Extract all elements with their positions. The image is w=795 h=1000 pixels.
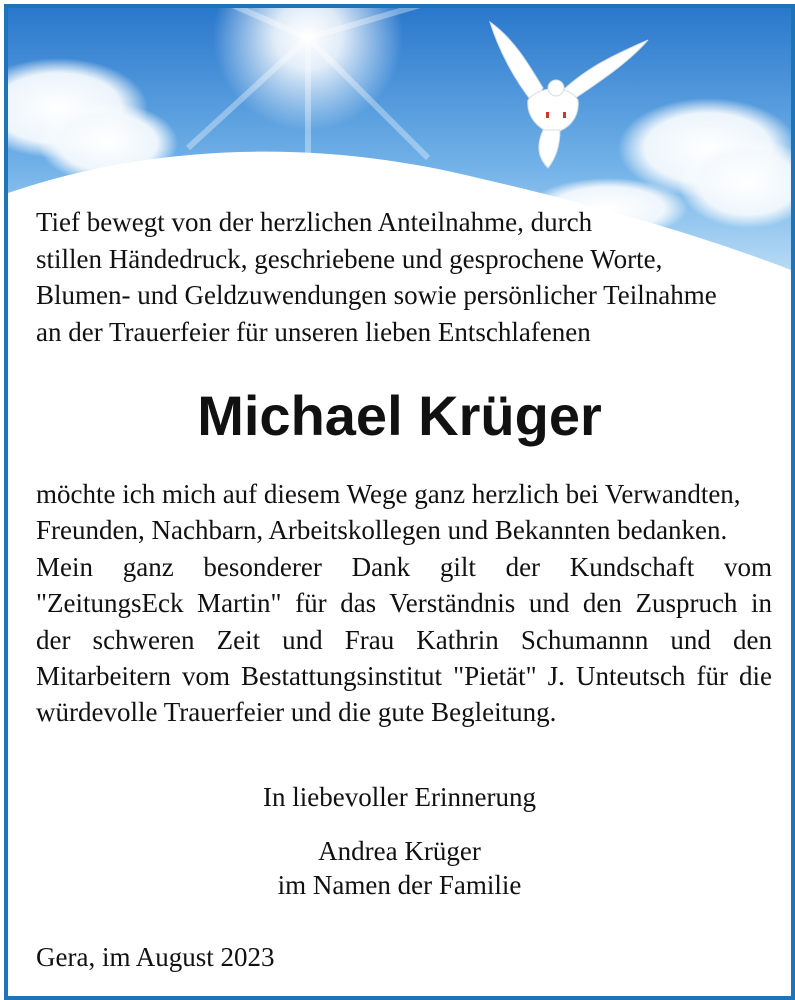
thanks-line: der schweren Zeit und Frau Kathrin Schumannn und den [36, 624, 772, 655]
thanks-line: Mein ganz besonderer Dank gilt der Kundschaft vom [36, 551, 772, 582]
intro-line: stillen Händedruck, geschriebene und gesprochene Worte, [36, 243, 663, 274]
obituary-frame [4, 4, 795, 1000]
intro-line: an der Trauerfeier für unseren lieben Entschlafenen [36, 316, 591, 347]
signer-note: im Namen der Familie [277, 870, 522, 900]
notice-content [8, 8, 791, 996]
thanks-line: möchte ich mich auf diesem Wege ganz herzlich bei Verwandten, [36, 479, 741, 509]
place-date: Gera, im August 2023 [36, 942, 275, 972]
thanks-line: Mitarbeitern vom Bestattungsinstitut "Pietät" J. Unteutsch für die [36, 661, 772, 692]
thanks-line: Freunden, Nachbarn, Arbeitskollegen und Bekannten bedanken. [36, 515, 728, 546]
thanks-line: würdevolle Trauerfeier und die gute Begleitung. [36, 697, 557, 728]
thanks-paragraph [36, 476, 772, 731]
signer-name: Andrea Krüger [318, 836, 481, 866]
deceased-name: Michael Krüger [197, 384, 602, 447]
intro-paragraph [36, 204, 736, 350]
signature-block [8, 834, 791, 902]
closing-phrase: In liebevoller Erinnerung [263, 782, 536, 812]
intro-line: Blumen- und Geldzuwendungen sowie persönlicher Teilnahme [36, 280, 717, 310]
thanks-line: "ZeitungsEck Martin" für das Verständnis und den Zuspruch in [36, 588, 772, 619]
intro-line: Tief bewegt von der herzlichen Anteilnahme, durch [36, 207, 593, 237]
